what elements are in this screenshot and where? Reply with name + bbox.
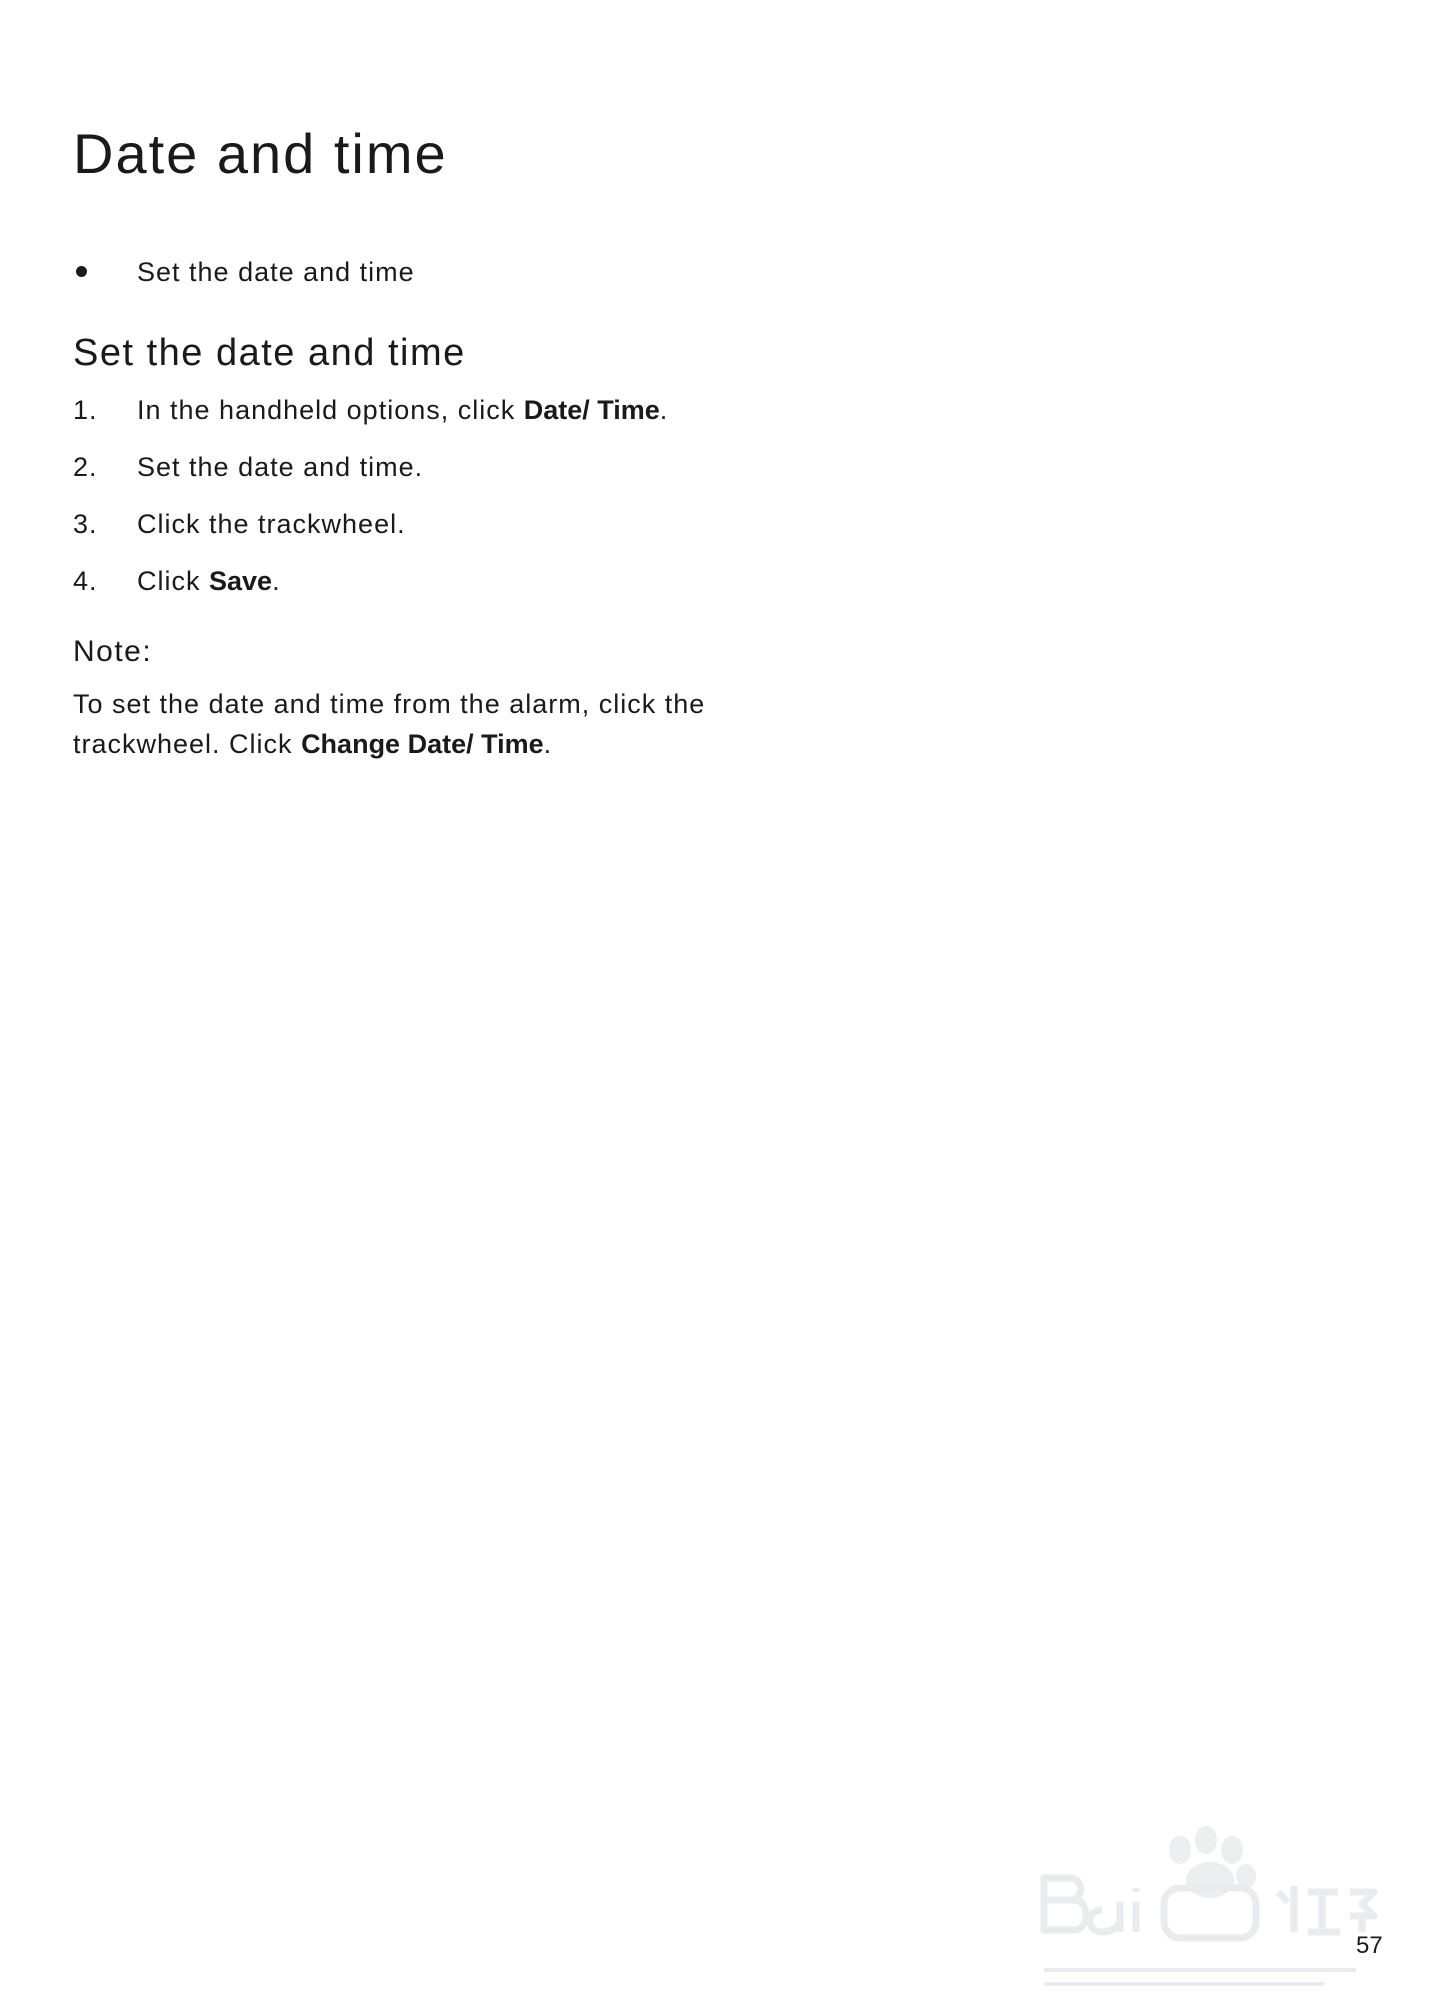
note-text-line1: To set the date and time from the alarm, click the bbox=[73, 689, 706, 719]
note-suffix: . bbox=[543, 729, 553, 759]
step-text: Set the date and time. bbox=[137, 452, 424, 482]
step-number: 2. bbox=[73, 452, 98, 482]
watermark-url-text bbox=[1044, 1970, 1356, 1984]
note-label: Note: bbox=[73, 635, 153, 668]
step-item bbox=[73, 392, 668, 428]
note-text bbox=[73, 684, 713, 764]
note-ui-term: Change Date/ Time bbox=[301, 729, 544, 759]
toc-item-label: Set the date and time bbox=[137, 257, 415, 287]
page-title: Date and time bbox=[73, 122, 448, 185]
step-number: 4. bbox=[73, 566, 98, 596]
step-number: 1. bbox=[73, 395, 98, 425]
steps-list bbox=[73, 392, 668, 620]
step-item bbox=[73, 506, 668, 542]
baidu-watermark-logo bbox=[1032, 1820, 1392, 2000]
step-item bbox=[73, 563, 668, 599]
note-text-line2: trackwheel. Click bbox=[73, 729, 302, 759]
step-text: Click the trackwheel. bbox=[137, 509, 406, 539]
step-suffix: . bbox=[659, 395, 669, 425]
step-item bbox=[73, 449, 668, 485]
step-text: Click bbox=[137, 566, 209, 596]
step-text: In the handheld options, click bbox=[137, 395, 524, 425]
page-number: 57 bbox=[1356, 1932, 1383, 1959]
toc-item bbox=[73, 254, 415, 290]
bullet-icon bbox=[76, 266, 87, 277]
step-ui-term: Date/ Time bbox=[523, 395, 660, 425]
section-toc bbox=[73, 254, 415, 290]
step-suffix: . bbox=[272, 566, 281, 596]
section-heading: Set the date and time bbox=[73, 332, 466, 374]
step-ui-term: Save bbox=[209, 566, 273, 596]
step-number: 3. bbox=[73, 509, 98, 539]
watermark-logo-letters bbox=[1044, 1878, 1374, 1938]
